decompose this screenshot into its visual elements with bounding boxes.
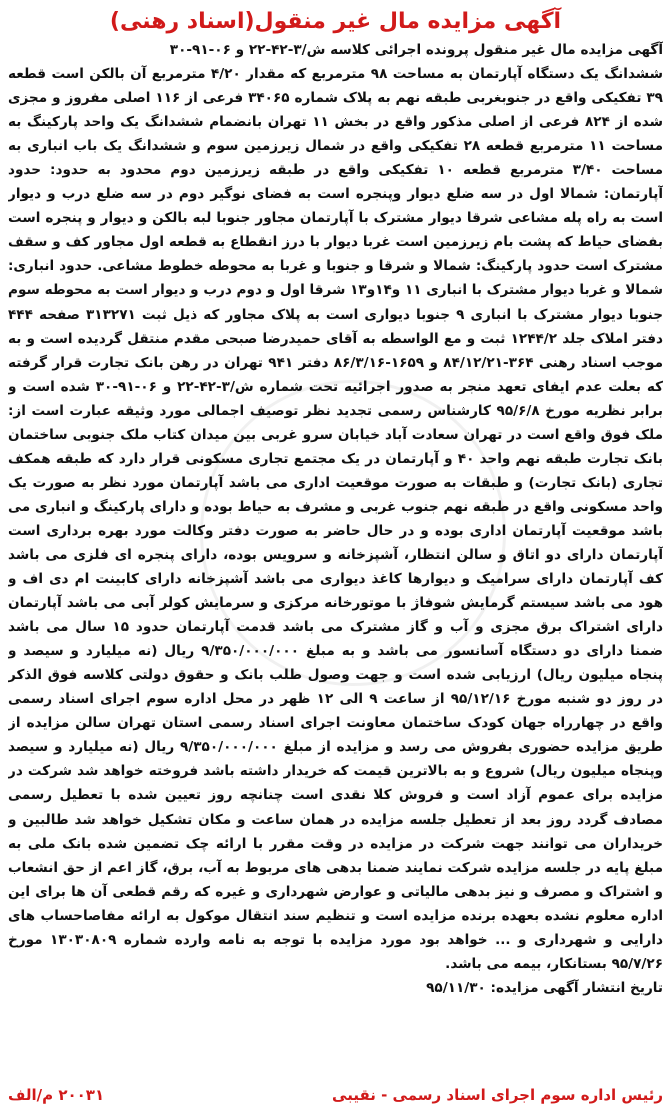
notice-heading: آگهی مزایده مال غیر منقول پرونده اجرائی کلاسه ش/۳-۴۲-۲۲ و ۰۶-۹۱-۳۰	[169, 42, 663, 58]
publish-date: تاریخ انتشار آگهی مزایده: ۹۵/۱۱/۳۰	[426, 979, 663, 996]
notice-text: ششدانگ یک دستگاه آپارتمان به مساحت ۹۸ مترمربع که مقدار ۴/۲۰ مترمربع آن بالکن است قطعه ۳۹ تفکیکی واقع در جنوبغربی طبقه نهم به پلاک شماره ۳۴۰۶۵ فرعی از ۱۱۶ اصلی مفروز و مجزی شده از ۸۲۴ فرعی از اصلی مذکور واقع در بخش ۱۱ تهران بانضمام ششدانگ یک واحد پارکینگ به مساحت ۱۱ مترمربع قطعه ۲۸ تفکیکی واقع در شمال زیرزمین سوم و ششدانگ یک باب انباری به مساحت ۳/۴۰ مترمربع قطعه ۱۰ تفکیکی واقع در طبقه زیرزمین دوم محدود به حدود: حدود آپارتمان: شمالا اول در سه ضلع دیوار وپنجره است به فضای نوگیر دوم در سه ضلع درب و دیوار است به راه پله مشاعی شرقا دیوار مشترک با آپارتمان مجاور جنوبا لبه بالکن و دیوار و پنجره است بفضای حیاط که پشت بام زیرزمین است غربا دیوار با درز انقطاع به قطعه اول مجاور کف و سقف مشترک است حدود پارکینگ: شمالا و شرقا و جنوبا و غربا به محوطه خطوط مشاعی. حدود انباری: شمالا و غربا دیوار مشترک با انباری ۱۱ و۱۴و۱۳ شرقا اول و دوم درب و دیوار است به محوطه سوم جنوبا دیوار مشترک با انباری ۹ جنوبا دیواری است به پلاک مجاور که ذیل ثبت ۳۱۳۲۷۱ صفحه ۴۴۴ دفتر املاک جلد ۱۲۴۴/۲ ثبت و مع الواسطه به آقای حمیدرضا صبحی مقدم منتقل گردیده است و به موجب اسناد رهنی ۳۶۴-۸۴/۱۲/۲۱ و ۱۶۵۹-۸۶/۳/۱۶ دفتر ۹۴۱ تهران در رهن بانک تجارت قرار گرفته که بعلت عدم ایفای تعهد منجر به صدور اجرائیه تحت شماره ش/۳-۴۲-۲۲ و ۰۶-۹۱-۳۰ شده است و برابر نظریه مورخ ۹۵/۶/۸ کارشناس رسمی تجدید نظر توصیف اجمالی مورد وثیقه عبارت است از: ملک فوق واقع است در تهران سعادت آباد خیابان سرو غربی بین میدان کتاب ملک جنوبی ساختمان بانک تجارت طبقه نهم واحد ۴۰ و آپارتمان در یک مجتمع تجاری مسکونی قرار دارد که طبقه همکف تجاری (بانک تجارت) و طبقات به صورت موقعیت اداری می باشد آپارتمان مورد نظر به صورت یک واحد مسکونی واقع در طبقه نهم جنوب غربی و مشرف به حیاط بوده و دارای پارکینگ و انباری می باشد موقعیت آپارتمان اداری بوده و در حال حاضر به صورت دفتر وکالت مورد بهره برداری است آپارتمان دارای دو اتاق و سالن انتظار، آشپزخانه و سرویس بوده، دارای پنجره ای فلزی می باشد کف آپارتمان دارای سرامیک و دیوارها کاغذ دیواری می باشد آشپزخانه دارای کابینت ام دی اف و هود می باشد سیستم گرمایش شوفاژ با موتورخانه مرکزی و سرمایش کولر آبی می باشد آپارتمان دارای اشتراک برق مجزی و آب و گاز مشترک می باشد قدمت آپارتمان حدود ۱۵ سال می باشد ضمنا دارای دو دستگاه آسانسور می باشد و به مبلغ ۹/۳۵۰/۰۰۰/۰۰۰ ریال (نه میلیارد و سیصد و پنجاه میلیون ریال) ارزیابی شده است و جهت وصول طلب بانک و حقوق دولتی کلاسه فوق الذکر در روز دو شنبه مورخ ۹۵/۱۲/۱۶ از ساعت ۹ الی ۱۲ ظهر در محل اداره سوم اجرای اسناد رسمی واقع در چهارراه جهان کودک ساختمان معاونت اجرای اسناد رسمی استان تهران سالن مزایده از طریق مزایده حضوری بفروش می رسد و مزایده از مبلغ ۹/۳۵۰/۰۰۰/۰۰۰ ریال (نه میلیارد و سیصد وپنجاه میلیون ریال) شروع و به بالاترین قیمت که خریدار داشته باشد فروخته خواهد شد شرکت در مزایده برای عموم آزاد است و فروش کلا نقدی است چنانچه روز تعیین شده با تعطیل رسمی مصادف گردد روز بعد از تعطیل جلسه مزایده در همان ساعت و مکان تشکیل خواهد شد طالبین و خریداران می توانند جهت شرکت در مزایده در وقت مقرر با ارائه چک تضمین شده بانک ملی به مبلغ پایه در جلسه مزایده شرکت نمایند ضمنا بدهی های مربوط به آب، برق، گاز اعم از حق انشعاب و اشتراک و مصرف و نیز بدهی مالیاتی و عوارض شهرداری و غیره که رقم قطعی آن ها برای این اداره معلوم نشده بعهده برنده مزایده است و تنظیم سند انتقال موکول به ارائه مفاصاحساب های دارایی و شهرداری و ... خواهد بود مورد مزایده با توجه به نامه وارده شماره ۱۳۰۳۰۸۰۹ مورخ ۹۵/۷/۲۶ بستانکار، بیمه می باشد.	[8, 66, 663, 972]
notice-footer	[8, 1082, 663, 1108]
notice-body	[8, 38, 663, 1048]
notice-code: ۲۰۰۳۱ م/الف	[8, 1086, 105, 1104]
signature: رئیس اداره سوم اجرای اسناد رسمی - نقیبی	[332, 1086, 663, 1104]
notice-title: آگهی مزایده مال غیر منقول(اسناد رهنی)	[109, 9, 562, 34]
